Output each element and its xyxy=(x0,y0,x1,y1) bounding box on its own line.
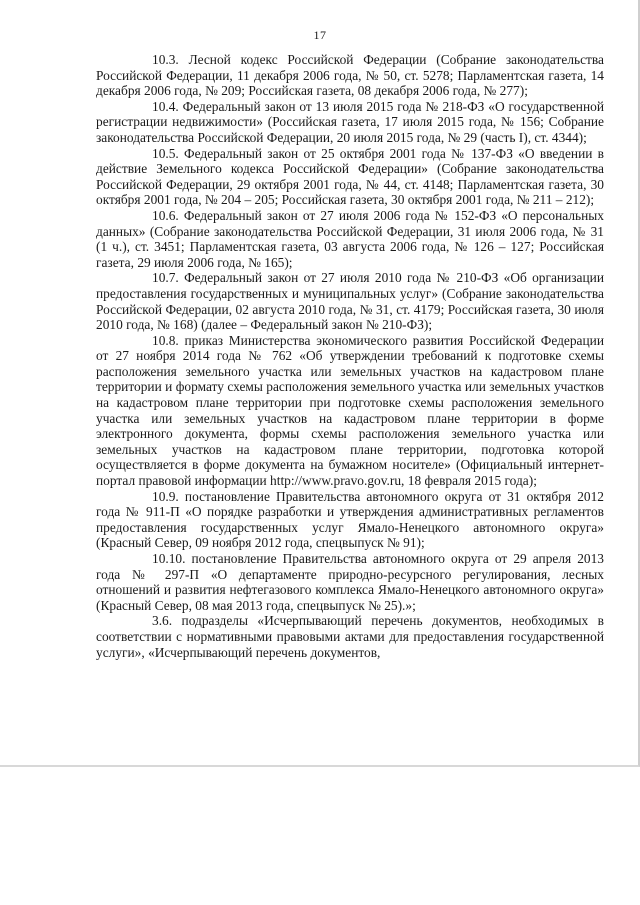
paragraph-10-6: 10.6. Федеральный закон от 27 июля 2006 года № 152-ФЗ «О персональных данных» (Собрание законодательства Российской Федерации, 31 июля 2006 года, № 31 (1 ч.), ст. 3451; Парламентская газета, 03 августа 2006 года, № 126 – 127; Российская газета, 29 июля 2006 года, № 165); xyxy=(96,207,604,270)
paragraph-10-4: 10.4. Федеральный закон от 13 июля 2015 года № 218-ФЗ «О государственной регистрации недвижимости» (Российская газета, 17 июля 2015 года, № 156; Собрание законодательства Российской Федерации, 20 июля 2015 года, № 29 (часть I), ст. 4344); xyxy=(96,98,604,145)
paragraph-10-3: 10.3. Лесной кодекс Российской Федерации (Собрание законодательства Российской Федерации, 11 декабря 2006 года, № 50, ст. 5278; Парламентская газета, 14 декабря 2006 года, № 209; Российская газета, 08 декабря 2006 года, № 277); xyxy=(96,52,604,99)
blank-area xyxy=(0,767,640,905)
paragraph-10-5: 10.5. Федеральный закон от 25 октября 2001 года № 137-ФЗ «О введении в действие Земельного кодекса Российской Федерации» (Собрание законодательства Российской Федерации, 29 октября 2001 года, № 44, ст. 4148; Парламентская газета, 30 октября 2001 года, № 204 – 205; Российская газета, 30 октября 2001 года, № 211 – 212); xyxy=(96,145,604,208)
paragraph-10-9: 10.9. постановление Правительства автономного округа от 31 октября 2012 года № 911-П «О порядке разработки и утверждения административных регламентов предоставления государственных услуг Ямало-Ненецкого автономного округа» (Красный Север, 09 ноября 2012 года, спецвыпуск № 91); xyxy=(96,488,604,551)
paragraph-10-8: 10.8. приказ Министерства экономического развития Российской Федерации от 27 ноября 2014 года № 762 «Об утверждении требований к подготовке схемы расположения земельного участка или земельных участков на кадастровом плане территории и формату схемы расположения земельного участка или земельных участков на кадастровом плане территории при подготовке схемы расположения земельного участка или земельных участков на кадастровом плане территории в форме электронного документа, формы схемы расположения земельного участка или земельных участков на кадастровом плане территории, подготовка которой осуществляется в форме документа на бумажном носителе» (Официальный интернет-портал правовой информации http://www.pravo.gov.ru, 18 февраля 2015 года); xyxy=(96,332,604,489)
document-body xyxy=(96,52,604,660)
page-number: 17 xyxy=(313,28,327,42)
paragraph-3-6: 3.6. подразделы «Исчерпывающий перечень документов, необходимых в соответствии с нормативными правовыми актами для предоставления государственной услуги», «Исчерпывающий перечень документов, xyxy=(96,613,604,660)
paragraph-10-7: 10.7. Федеральный закон от 27 июля 2010 года № 210-ФЗ «Об организации предоставления государственных и муниципальных услуг» (Собрание законодательства Российской Федерации, 02 августа 2010 года, № 31, ст. 4179; Российская газета, 30 июля 2010 года, № 168) (далее – Федеральный закон № 210-ФЗ); xyxy=(96,270,604,333)
paragraph-10-10: 10.10. постановление Правительства автономного округа от 29 апреля 2013 года № 297-П «О департаменте природно-ресурсного регулирования, лесных отношений и развития нефтегазового комплекса Ямало-Ненецкого автономного округа» (Красный Север, 08 мая 2013 года, спецвыпуск № 25).»; xyxy=(96,551,604,613)
